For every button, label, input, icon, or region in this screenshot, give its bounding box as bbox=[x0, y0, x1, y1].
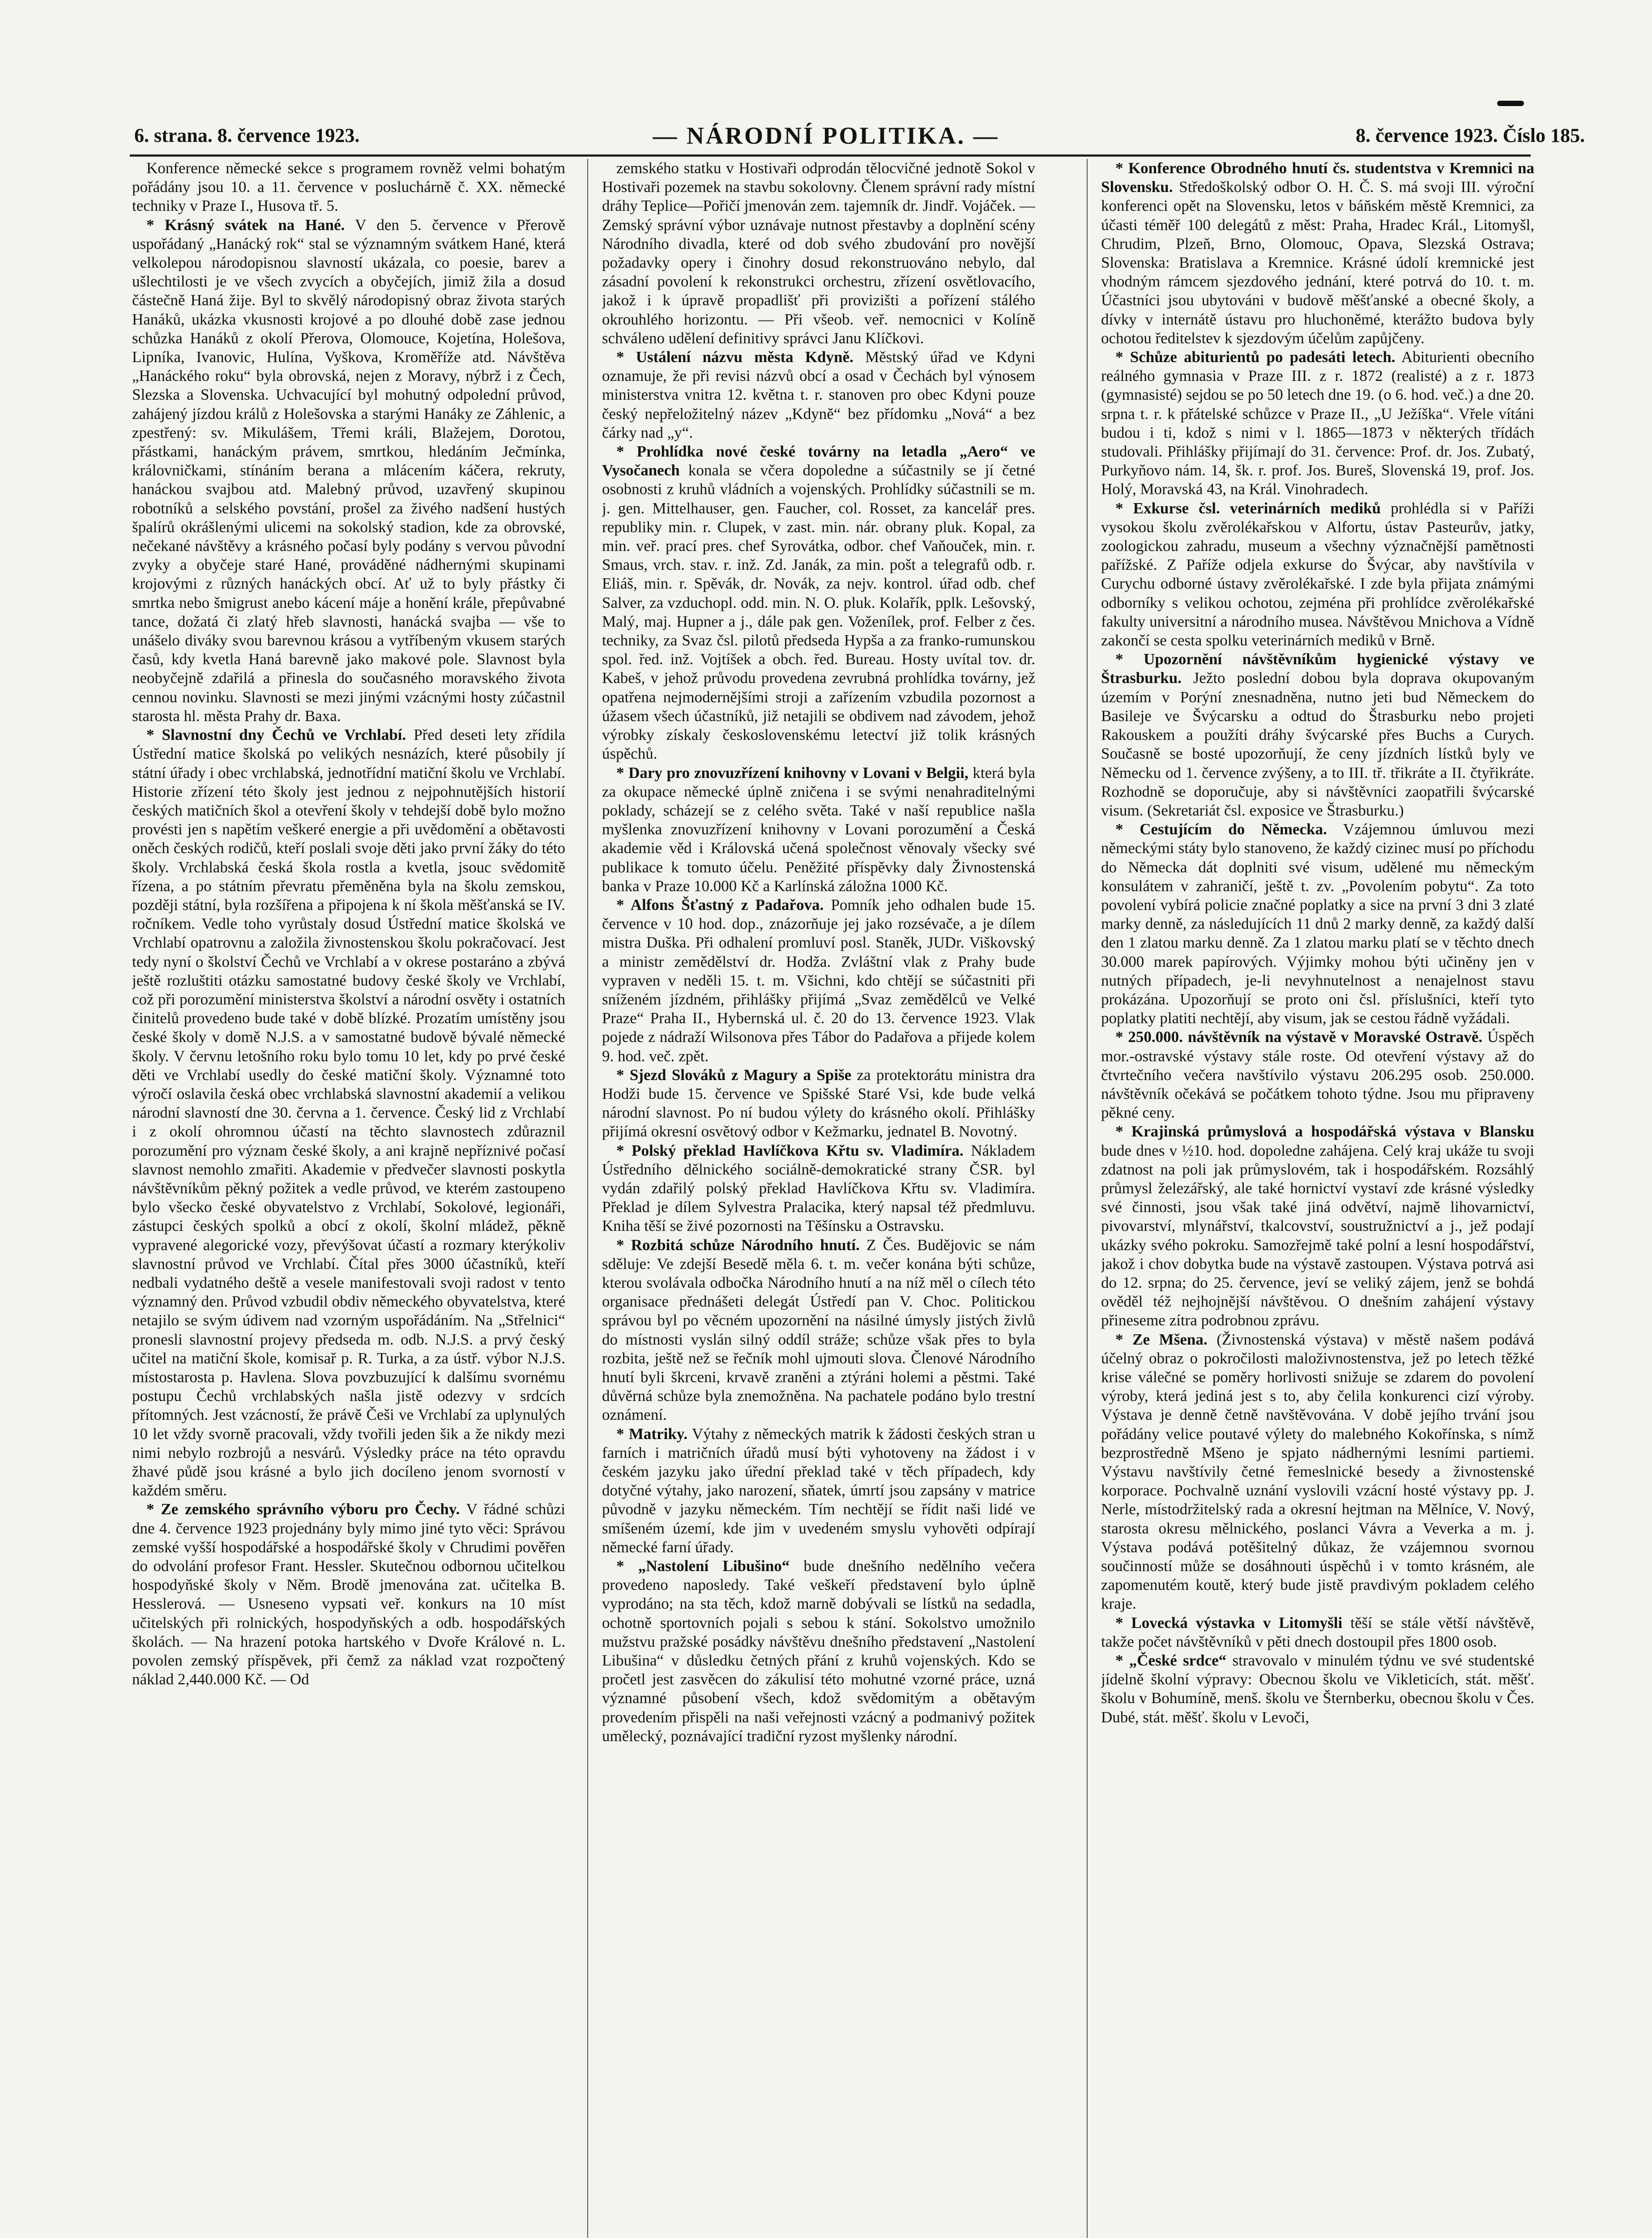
article-text: stravovalo v minulém týdnu ve své studentské jídelně školní výpravy: Obecnou školu ve Vikleticích, stát. měšť. školu v Bohumíně, menš. školu ve Šternberku, obecnou školu v Čes. Dubé, stát. měšť. školu v Levoči, bbox=[1101, 1652, 1534, 1726]
article-paragraph bbox=[132, 1500, 565, 1689]
column-2 bbox=[602, 159, 1035, 2238]
article-paragraph bbox=[602, 764, 1035, 896]
article-text: konala se včera dopoledne a súčastnily se jí četné osobnosti z kruhů vládních a vojenských. Prohlídky súčastnili se m. j. gen. Mittelhauser, gen. Faucher, col. Rosset, za kancelář pres. republiky min. r. Clupek, v zast. min. nár. obrany pluk. Kopal, za min. veř. prací pres. chef Syrovátka, odbor. chef Vaňouček, min. r. Smaus, vrch. stav. r. inž. Zd. Janák, za min. pošt a telegrafů odb. r. Eliáš, min. r. Spěvák, dr. Novák, za nejv. kontrol. úřad odb. chef Salver, za vzduchopl. odd. min. N. O. pluk. Kolařík, pplk. Lešovský, Malý, maj. Hupner a j., dále pak gen. Voženílek, prof. Felber z čes. techniky, za Svaz čsl. pilotů předseda Hypša a za franko-rumunskou spol. řed. inž. Vojtíšek a obch. řed. Bureau. Hosty uvítal tov. dr. Kabeš, v jehož průvodu provedena zevrubná prohlídka továrny, jež opatřena nejmodernějšími stroji a zařízením vzbudila pozornost a úžasem všech účastníků, již netajili se obdivem nad závodem, jehož výrobky získaly československému letectví již tolik krásných úspěchů. bbox=[602, 461, 1035, 763]
article-paragraph bbox=[602, 896, 1035, 1066]
article-paragraph bbox=[1101, 650, 1534, 820]
article-headline: * „České srdce“ bbox=[1115, 1652, 1227, 1670]
article-headline: * Prohlídka nové české továrny na letadla „Aero“ ve Vysočanech bbox=[602, 443, 1035, 479]
printer-mark bbox=[1497, 101, 1524, 106]
article-headline: * Schůze abiturientů po padesáti letech. bbox=[1115, 348, 1396, 366]
issue-date-number: 8. července 1923. Číslo 185. bbox=[1356, 124, 1585, 146]
article-text: Pomník jeho odhalen bude 15. července v 10 hod. dop., znázorňuje jej jako rozsévače, a je dílem mistra Duška. Při odhalení promluví posl. Staněk, JUDr. Viškovský a ministr zemědělství dr. Hodža. Zvláštní vlak z Prahy bude vypraven v neděli 15. t. m. Všichni, kdo chtějí se súčastniti při sníženém jízdném, přihlášky přijímá „Svaz zemědělců ve Velké Praze“ Praha II., Hybernská ul. č. 20 do 13. července 1923. Vlak pojede z nádraží Wilsonova přes Tábor do Padařova a přijede kolem 9. hod. več. zpět. bbox=[602, 896, 1035, 1065]
article-text: (Živnostenská výstava) v městě našem podává účelný obraz o pokročilosti maloživnostenstva, jež po letech těžké krise válečné se poměry horlivosti snižuje se zdarem do povolení výroby, která jediná jest s to, aby čelila konkurenci cizí výroby. Výstava je denně četně navštěvována. V době jejího trvání jsou pořádány velice poutavé výlety do malebného Kokořínska, s nímž bezprostředně Mšeno je spjato nádhernými lesními partiemi. Výstavu navštívily četné řemeslnické besedy a živnostenské korporace. Pochvalně uznání vyslovili vzácní hosté výstavy pp. J. Nerle, místodržitelský rada a okresní hejtman na Mělníce, V. Nový, starosta okresu mělnického, poslanci Vávra a Veverka a m. j. Výstava podává potěšitelný důkaz, že vzájemnou svornou součinností může se dosáhnouti úspěchů i v tomto krásném, ale zapomenutém koutě, který bude jistě pravdivým pokladem celého kraje. bbox=[1101, 1330, 1534, 1613]
article-headline: * Ze zemského správního výboru pro Čechy. bbox=[146, 1500, 460, 1518]
article-paragraph bbox=[602, 1425, 1035, 1557]
article-headline: * Dary pro znovuzřízení knihovny v Lovani v Belgii, bbox=[616, 764, 969, 782]
article-paragraph bbox=[602, 1141, 1035, 1236]
article-headline: * Matriky. bbox=[616, 1425, 688, 1443]
article-headline: * Krajinská průmyslová a hospodářská výstava v Blansku bbox=[1115, 1123, 1534, 1140]
article-paragraph bbox=[602, 1236, 1035, 1425]
article-text: prohlédla si v Paříži vysokou školu zvěrolékařskou v Alfortu, ústav Pasteurův, jatky, zoologickou zahradu, museum a všechny význačnější pamětnosti pařížské. Z Paříže odjela exkurse do Švýcar, aby navštívila v Curychu odborné ústavy zvěrolékařské. I zde byla přijata známými odborníky s velikou ochotou, zejména při prohlídce zvěrolékařské fakulty universitní a národního musea. Návštěvou Mnichova a Vídně zakončí se cesta spolku veterinárních mediků v Brně. bbox=[1101, 499, 1534, 649]
article-text: která byla za okupace německé úplně zničena i se svými nenahraditelnými poklady, scházejí se z celého světa. Také v naší republice našla myšlenka znovuzřízení knihovny v Lovani porozumění a Česká akademie věd i Královská učená společnost věnovaly všecky své publikace k tomuto účelu. Peněžité příspěvky daly Živnostenská banka v Praze 10.000 Kč a Karlínská záložna 1000 Kč. bbox=[602, 764, 1035, 895]
article-text: bude dnes v ½10. hod. dopoledne zahájena. Celý kraj ukáže tu svoji zdatnost na poli jak průmyslovém, tak i hospodářském. Rozsáhlý průmysl železářský, ale také hornictví vystaví zde krásné výsledky své činnosti, jsou však také jiná odvětví, najmě lihovarnictví, pivovarství, mlynářství, tkalcovství, soustružnictví a j., jež podají ukázky svého pokroku. Samozřejmě také polní a lesní hospodářství, jakož i chov dobytka bude na výstavě zastoupen. Výstava potrvá asi do 12. srpna; do 25. července, jeví se veliký zájem, jenž se bohdá ověděl též nejhojnější návštěvou. O dnešním zahájení výstavy přineseme zítra podrobnou zprávu. bbox=[1101, 1141, 1534, 1329]
article-headline: * Polský překlad Havlíčkova Křtu sv. Vladimíra. bbox=[616, 1141, 964, 1159]
article-text: Abiturienti obecního reálného gymnasia v Praze III. z r. 1872 (realisté) a z r. 1873 (gymnasisté) sejdou se po 50 letech dne 19. (o 6. hod. več.) a dne 20. srpna t. r. k přátelské schůzce v Praze II., „U Ježíška“. Vřele vítáni budou i ti, kdož s nimi v l. 1865—1873 v některých třídách studovali. Přihlášky přijímají do 31. července: Prof. dr. Jos. Zubatý, Purkyňovo nám. 14, šk. r. prof. Jos. Bureš, Slovenská 19, prof. Jos. Holý, Moravská 43, na Král. Vinohradech. bbox=[1101, 348, 1534, 498]
article-text: zemského statku v Hostivaři odprodán tělocvičné jednotě Sokol v Hostivaři pozemek na stavbu sokolovny. Členem správní rady místní dráhy Teplice—Pořičí jmenován zem. tajemník dr. Jindř. Vojáček. — Zemský správní výbor uznávaje nutnost přestavby a doplnění scény Národního divadla, které od dob svého zbudování pro novější požadavky opery i činohry dosud rekonstruováno nebylo, dal zásadní povolení k rekonstrukci orchestru, zřízení osvětlovacího, jakož i k úpravě propadlišť při provizišti a pořízení stálého okrouhlého horizontu. — Při všeob. veř. nemocnici v Kolíně schváleno udělení definitivy správci Janu Klíčkovi. bbox=[602, 159, 1035, 347]
article-headline: * Krásný svátek na Hané. bbox=[146, 216, 345, 234]
article-paragraph bbox=[1101, 159, 1534, 348]
article-text: Úspěch mor.-ostravské výstavy stále roste. Od otevření výstavy až do čtvrtečního večera navštívilo výstavu 206.295 osob. 250.000. návštěvník očekává se počátkem tohoto týdne. Jsou mu připraveny pěkné ceny. bbox=[1101, 1028, 1534, 1122]
article-headline: * Upozornění návštěvníkům hygienické výstavy ve Štrasburku. bbox=[1101, 650, 1534, 687]
article-paragraph bbox=[1101, 348, 1534, 499]
article-text: Výtahy z německých matrik k žádosti českých stran u farních i matričních úřadů musí býti vyhotoveny na žádost i v českém jazyku jako úřední překlad také v těch případech, kdy dotyčné výtahy, jako narození, sňatek, úmrtí jsou zapsány v matrice původně v jazyku německém. Tím nechtějí se řídit naši lidé ve smíšeném území, kde jim v uvedeném smyslu vyhověti odpírají německé farní úřady. bbox=[602, 1425, 1035, 1556]
article-paragraph bbox=[602, 1066, 1035, 1141]
article-text: za protektorátu ministra dra Hodži bude 15. července ve Spišské Staré Vsi, kde bude velká národní slavnost. Po ní budou výlety do krásného okolí. Přihlášky přijímá okresní osvětový odbor v Kežmarku, jednatel B. Novotný. bbox=[602, 1066, 1035, 1140]
article-paragraph bbox=[132, 216, 565, 726]
article-paragraph bbox=[602, 442, 1035, 763]
article-headline: * Ustálení názvu města Kdyně. bbox=[616, 348, 854, 366]
column-1 bbox=[132, 159, 565, 2238]
article-headline: * Konference Obrodného hnutí čs. studentstva v Kremnici na Slovensku. bbox=[1101, 159, 1534, 196]
article-paragraph bbox=[1101, 499, 1534, 650]
article-paragraph bbox=[1101, 1651, 1534, 1727]
article-paragraph bbox=[1101, 1330, 1534, 1614]
article-headline: * Sjezd Slováků z Magury a Spiše bbox=[616, 1066, 852, 1084]
article-paragraph bbox=[1101, 1614, 1534, 1651]
article-headline: * Lovecká výstavka v Litomyšli bbox=[1115, 1614, 1343, 1632]
article-paragraph bbox=[1101, 1028, 1534, 1122]
article-text: Městský úřad ve Kdyni oznamuje, že při revisi názvů obcí a osad v Čechách byl výnosem ministerstva vnitra 12. května t. r. stanoven pro obec Kdyni pouze český nepřeložitelný název „Kdyně“ bez přídomku „Nová“ a bez čárky nad „y“. bbox=[602, 348, 1035, 441]
article-text: Středoškolský odbor O. H. Č. S. má svoji III. výroční konferenci opět na Slovensku, letos v báňském městě Kremnici, za účasti téměř 100 delegátů z měst: Praha, Hradec Král., Litomyšl, Chrudim, Plzeň, Brno, Olomouc, Opava, Slezská Ostrava; Slovenska: Bratislava a Kremnice. Krásné údolí kremnické jest vhodným rámcem sjezdového jednání, které potrvá do 10. t. m. Účastníci jsou ubytováni v budově měšťanské a obecné školy, a dívky v internátě ústavu pro hluchoněmé, kterážto budova byly ochotou ředitelstev k sjezdovým účelům zapůjčeny. bbox=[1101, 178, 1534, 347]
masthead-title: — NÁRODNÍ POLITIKA. — bbox=[653, 122, 999, 149]
article-headline: * Ze Mšena. bbox=[1115, 1330, 1208, 1348]
page-number-date: 6. strana. 8. července 1923. bbox=[134, 124, 360, 146]
article-headline: * 250.000. návštěvník na výstavě v Moravské Ostravě. bbox=[1115, 1028, 1483, 1046]
article-paragraph bbox=[602, 1557, 1035, 1746]
article-text: Ježto poslední dobou byla doprava okupovaným územím v Porýní znesnadněna, nutno jeti bud Německem do Basileje ve Švýcarsku a odtud do Štrasburku nebo projeti Rakouskem a použíti dráhy švýcarské přes Buchs a Curych. Současně se bosté upozorňují, že ceny jízdních lístků byly ve Německu od 1. července zvýšeny, a to III. tř. třikráte a II. čtyřikráte. Rozhodně se doporučuje, aby si návštěvníci zaopatřili švýcarské visum. (Sekretariát čsl. exposice ve Štrasburku.) bbox=[1101, 669, 1534, 819]
article-paragraph bbox=[602, 159, 1035, 348]
article-text: Z Čes. Budějovic se nám sděluje: Ve zdejší Besedě měla 6. t. m. večer konána býti schůze, kterou svolávala odbočka Národního hnutí a na níž měl o cílech této organisace přednášeti delegát Ústředí pan V. Choc. Politickou správou byl po věcném upozornění na násilné úmysly jistých živlů do místnosti vyslán silný oddíl stráže; schůze však přes to byla rozbita, ještě než se řečník mohl ujmouti slova. Členové Národního hnutí byli škrceni, krvavě zraněni a ztýráni holemi a pěstmi. Také důvěrná schůze byla znemožněna. Na pachatele podáno bylo trestní oznámení. bbox=[602, 1236, 1035, 1424]
article-headline: * Alfons Šťastný z Padařova. bbox=[616, 896, 824, 914]
article-text: Vzájemnou úmluvou mezi německými státy bylo stanoveno, že každý cizinec musí po příchodu do Německa dát doplniti své visum, udělené mu německým konsulátem v zahraničí, ještě t. zv. „Povolením pobytu“. Za toto povolení vybírá policie značné poplatky a sice na první 3 dni 3 zlaté marky denně, za následujících 11 dnů 2 marky denně, za každý další den 1 zlatou marku denně. Za 1 zlatou marku platí se v těchto dnech 30.000 marek papírových. Výjimky mohou býti učiněny jen v nutných případech, je-li nevyhnutelnost a nenajelnost stavu prokázána. Upozorňují se proto oni čsl. příslušníci, kteří tyto poplatky platiti nechtějí, aby visum, jak se cestou řádně vyžádali. bbox=[1101, 820, 1534, 1027]
article-paragraph bbox=[1101, 1122, 1534, 1330]
article-headline: * Rozbitá schůze Národního hnutí. bbox=[616, 1236, 860, 1254]
article-text: těší se stále větší návštěvě, takže počet návštěvníků v pěti dnech dostoupil přes 1800 osob. bbox=[1101, 1614, 1534, 1650]
column-3 bbox=[1101, 159, 1534, 2238]
article-text: V den 5. července v Přerově uspořádaný „Hanácký rok“ stal se významným svátkem Hané, která velkolepou národopisnou slavností ukázala, co poesie, barev a ušlechtilosti je ve všech zvycích a obyčejích, jimiž žila a dosud částečně Haná žije. Byl to skvělý národopisný obraz života starých Hanáků, ukázka vkusnosti krojové a po dlouhé době zase jednou schůzka Hanáků z okolí Přerova, Olomouce, Kojetína, Holešova, Lipníka, Ivanovic, Hulína, Vyškova, Kroměříže atd. Návštěva „Hanáckého roku“ byla obrovská, nejen z Moravy, nýbrž i z Čech, Slezska a Slovenska. Uchvacující byl mohutný odpolední průvod, zahájený jízdou králů z Holešovska a starými Hanáky ze Záhlenic, a zpestřený: sv. Mikulášem, Třemi králi, Blažejem, Dorotou, přástkami, hanáckým právem, smrtkou, hledáním Ječmínka, královničkami, stínáním berana a mlácením káčera, rekruty, hanáckou svajbou atd. Malebný průvod, uzavřený skupinou robotníků a selského povstání, prošel za živého nadšení hustých špalírů okrášlenými ulicemi na sokolský stadion, kde za obrovské, nečekané návštěvy a krásného počasí byly podány s vervou původní zvyky a obyčeje staré Hané, prováděné nádhernými skupinami krojovými z různých hanáckých obcí. Ať už to byly přástky či smrtka nebo šmigrust anebo kácení máje a honění krále, přepůvabné tance, dožatá či zlatý hřeb slavnosti, hanácká svajba — vše to unášelo diváky svou barevnou krásou a vytříbeným vkusem starých časů, kdy kvetla Haná barevně jako makové pole. Slavnost byla neobyčejně zdařilá a přinesla do současného moravského života cennou novinku. Slavnosti se mezi jinými vzácnými hosty zúčastnil starosta hl. města Prahy dr. Baxa. bbox=[132, 216, 565, 725]
article-text: bude dnešního nedělního večera provedeno naposledy. Také veškeří představení bylo úplně vyprodáno; na sta těch, kdož marně dobývali se lístků na sedadla, ochotně sportovních pojali s sebou k stání. Sokolstvo umožnilo mužstvu pražské posádky návštěvu dnešního představení „Nastolení Libušina“ v důsledku četných přání z kruhů vojenských. Kdo se pročetl jest zasvěcen do zákulisí této mohutné vzorné práce, uzná významné působení všech, kdož svědomitým a obětavým provedením přispěli na naši veřejnosti vzácný a podmanivý požitek umělecký, poznávající tradiční ryzost myšlenky národní. bbox=[602, 1557, 1035, 1745]
article-headline: * „Nastolení Libušino“ bbox=[616, 1557, 790, 1575]
article-headline: * Exkurse čsl. veterinárních mediků bbox=[1115, 499, 1381, 517]
article-paragraph bbox=[132, 159, 565, 216]
article-text: Konference německé sekce s programem rovněž velmi bohatým pořádány jsou 10. a 11. července v posluchárně č. XX. německé techniky v Praze I., Husova tř. 5. bbox=[132, 159, 565, 215]
article-paragraph bbox=[602, 348, 1035, 442]
article-headline: * Slavnostní dny Čechů ve Vrchlabí. bbox=[146, 726, 406, 744]
article-paragraph bbox=[132, 726, 565, 1500]
article-paragraph bbox=[1101, 820, 1534, 1028]
header-rule bbox=[130, 154, 1531, 157]
article-text: Před deseti lety zřídila Ústřední matice školská po velikých nesnázích, které působily jí státní úřady i obec vrchlabská, jednotřídní matiční školu ve Vrchlabí. Historie zřízení této školy jest jednou z nejpohnutějších historií českých matičních škol a otevření školy v tehdejší době bylo možno provésti jen s napětím veškeré energie a při uvědomění a obětavosti oněch českých rodičů, kteří poslali svoje děti jako první žáky do této školy. Vrchlabská česká škola rostla a kvetla, jsouc svědomitě řízena, a po státním převratu přeměněna byla na školu zemskou, později státní, byla rozšířena a připojena k ní škola měšťanská se IV. ročníkem. Vedle toho vyrůstaly dosud Ústřední matice školská ve Vrchlabí opatrovnu a založila živnostenskou školu pokračovací. Jest tedy nyní o školství Čechů ve Vrchlabí a v okrese postaráno a zbývá ještě rozluštiti otázku samostatné budovy české školy ve Vrchlabí, což při porozumění ministerstva školství a národní osvěty i ostatních činitelů provedeno bude také v době blízké. Prozatím umístěny jsou české školy v domě N.J.S. a v samostatné budově bývalé německé školy. V červnu letošního roku bylo tomu 10 let, kdy po prvé české děti ve Vrchlabí usedly do české matiční školy. Významné toto výročí oslavila česká obec vrchlabská slavnostní akademií a velikou národní slavností dne 30. června a 1. července. Český lid z Vrchlabí i z okolí ohromnou účastí na těchto slavnostech zdůraznil porozumění pro význam české školy, a ani krajně nepříznivé počasí slavnost nemohlo zmařiti. Akademie v předvečer slavnosti poskytla návštěvníkům pěkný požitek a vedle průvod, ve kterém zastoupeno bylo všecko české obyvatelstvo z Vrchlabí, Sokolové, legionáři, zástupci českých spolků a obcí z okolí, školní mládež, pěkně vypravené alegorické vozy, převýšovat účastí a rozmary kterýkoliv slavnostní průvod ve Vrchlabí. Čítal přes 3000 účastníků, kteří nedbali vydatného deště a vesele manifestovali svoji radost v tento významný den. Průvod vzbudil obdiv německého obyvatelstva, které netajilo se svým údivem nad vzorným uspořádáním. Na „Střelnici“ pronesli slavnostní projevy předseda m. odb. N.J.S. a prvý český učitel na matiční škole, komisař p. R. Turka, a za ústř. výbor N.J.S. místostarosta p. Havlena. Slova povzbuzující k dalšímu svornému postupu Čechů vrchlabských našla jistě odezvy v srdcích přítomných. Jest vzácností, že právě Češi ve Vrchlabí za uplynulých 10 let vždy svorně pracovali, vždy tvořili jeden šik a že nikdy mezi nimi nebylo rozbrojů a nesvárů. Výsledky práce na této opravdu žhavé půdě jsou krásné a bylo jich docíleno jenom svorností v každém směru. bbox=[132, 726, 565, 1499]
article-text: Nákladem Ústředního dělnického sociálně-demokratické strany ČSR. byl vydán zdařilý polský překlad Havlíčkova Křtu sv. Vladimíra. Překlad je dílem Sylvestra Pralacika, který napsal též předmluvu. Kniha těší se živé pozornosti na Těšínsku a Ostravsku. bbox=[602, 1141, 1035, 1235]
column-divider bbox=[587, 159, 588, 2238]
article-text: V řádné schůzi dne 4. července 1923 projednány byly mimo jiné tyto věci: Správou zemské vyšší hospodářské a hospodářské školy v Chrudimi pověřen do odvolání profesor Frant. Hessler. Skutečnou odbornou učitelkou hospodyňské školy v Něm. Brodě jmenována zat. učitelka B. Hesslerová. — Usneseno vypsati veř. konkurs na 10 míst učitelských při rolnických, hospodyňských a odb. hospodářských školách. — Na hrazení potoka hartského v Dvoře Králové n. L. povolen zemský příspěvek, při čemž za náklad vzat rozpočtený náklad 2,440.000 Kč. — Od bbox=[132, 1500, 565, 1688]
column-divider bbox=[1087, 159, 1088, 2238]
article-headline: * Cestujícím do Německa. bbox=[1115, 820, 1327, 838]
